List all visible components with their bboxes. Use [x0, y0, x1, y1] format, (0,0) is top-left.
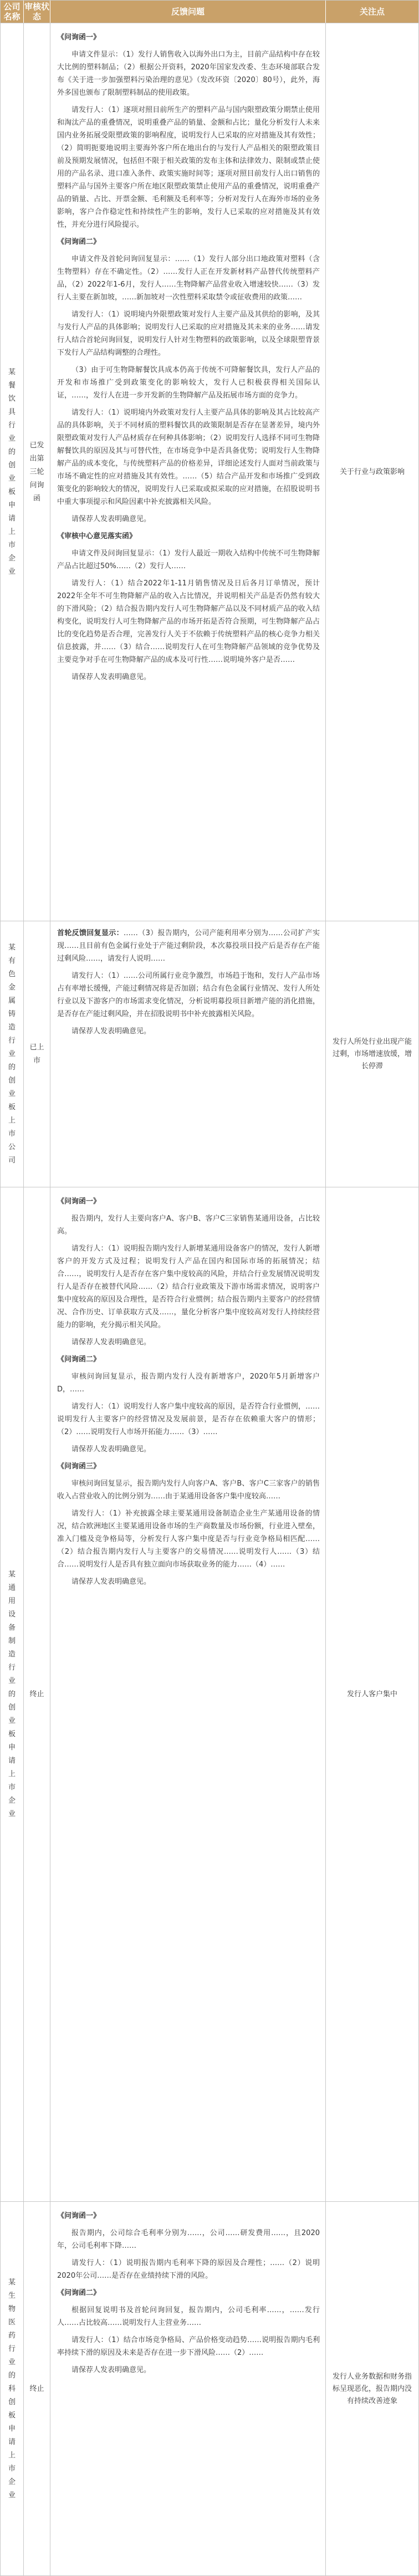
paragraph: 请发行人：（1）逐项对照目前所生产的塑料产品与国内限塑政策分期禁止使用和淘汰产品的重叠情况，说明重叠产品的销量、金额和占比；量化分析发行人未来国内业务拓展受限塑政策的影响程度，说明发行人已采取的应对措施及其有效性；（2）简明扼要地说明主要海外客户所在地出台的与发行人产品相关的限塑政策目前及预期发展情况，包括但不限于相关政策的发布主体和法律效力、限制或禁止使用的产品名录、进口准入条件、政策实施时间等；逐项对照目前发行人出口销售的塑料产品与国外主要客户所在地区限塑政策禁止使用产品的重叠情况，说明重叠产品的销量、占比、开票金额、毛利额及毛利率等；分析对发行人在海外市场的业务影响，客户合作稳定性和持续性产生的影响，发行人已采取的应对措施及其有效性，并充分进行风险提示。 — [57, 106, 320, 229]
table-header — [1, 1, 418, 23]
focus-point: 发行人所处行业出现产能过剩，市场增速放缓，增长停滞 — [332, 1037, 412, 1070]
section-title: 《问询函三》 — [57, 1462, 101, 1471]
table-row — [1, 23, 418, 921]
paragraph: 请发行人：（1）补充披露全球主要某通用设备制造企业生产某通用设备的情况，结合欧洲地区主要某通用设备市场的生产商数量及市场份额，行业进入壁垒，准入门槛及竞争格局等，分析发行人客户集中度是否与行业竞争格局相匹配……（2）结合报告期内发行人与主要客户的交易情况……说明发行人……（3）结合……说明发行人是否具有独立面向市场获取业务的能力……（4）…… — [57, 1509, 320, 1569]
paragraph: 请保荐人发表明确意见。 — [71, 1578, 151, 1586]
header-focus: 关注点 — [359, 7, 385, 17]
paragraph: 请保荐人发表明确意见。 — [71, 673, 151, 681]
table-row — [1, 2201, 418, 2576]
review-status: 终止 — [24, 2202, 50, 2576]
section-title: 《问询函二》 — [57, 1355, 101, 1364]
paragraph: 请保荐人发表明确意见。 — [71, 1338, 151, 1346]
paragraph: 请发行人：（1）……公司所属行业竞争激烈，市场趋于饱和，发行人产品市场占有率增长缓慢，产能过剩情况将是否加剧；结合有色金属行业情况、发行人所处行业以及下游客户的市场需求变化情况，分析说明募投项目新增产能的消化措施，是否存在产能过剩风险，并在招股说明书中补充披露相关风险。 — [57, 972, 320, 1018]
feedback-cell — [50, 921, 326, 1187]
paragraph: 请发行人：（1）结合2022年1-11月销售情况及日后各月订单情况，预计2022年全年不可生物降解产品的收入占比情况，并说明相关产品是否仍然有较大的下滑风险；（2）结合报告期内发行人可生物降解产品以及不同材质产品的收入结构变化，说明发行人可生物降解产品的市场开拓是否符合预期，可生物降解产品占比的变化趋势是否合理，完善发行人关于不依赖于传统塑料产品的核心竞争力相关信息披露，并……（3）结合……说明发行人在可生物降解产品领域的竞争优势及主要竞争对手在可生物降解产品的成本及可行性……说明境外客户是否…… — [57, 579, 320, 664]
paragraph: 请保荐人发表明确意见。 — [71, 1027, 151, 1035]
paragraph — [57, 927, 320, 965]
paragraph: 请保荐人发表明确意见。 — [71, 515, 151, 523]
paragraph: （3）由于可生物降解餐饮具成本仍高于传统不可降解餐饮具，发行人产品的开发和市场推广受到政策变化的影响较大，发行人已积极获得相关国际认证，……，发行人在进一步开发新的生物降解产品及拓展市场方面的竞争力。 — [57, 366, 320, 400]
company-name: 某有色金属铸造行业的创业板上市公司 — [1, 921, 24, 1187]
paragraph: 申请文件及问询回复显示：（1）发行人最近一期收入结构中传统不可生物降解产品占比超过50%……（2）发行人…… — [57, 549, 320, 570]
feedback-cell — [50, 23, 326, 921]
section-title: 《问询函一》 — [57, 1197, 101, 1206]
focus-point: 发行人业务数据和财务指标呈现恶化，报告期内没有持续改善迹象 — [332, 2372, 412, 2405]
paragraph-text: ……（3）报告期内，公司产能利用率分别为……公司扩产实现……且目前有色金属行业处于产能过剩阶段，本次募投项目投产后是否存在产能过剩风险……，请发行人说明…… — [57, 929, 320, 963]
section-title: 《问询函一》 — [57, 33, 101, 42]
paragraph: 报告期内，发行人主要向客户A、客户B、客户C三家销售某通用设备，占比较高。 — [57, 1215, 320, 1236]
section-title: 《审核中心意见落实函》 — [57, 532, 137, 540]
paragraph: 请保荐人发表明确意见。 — [71, 2366, 151, 2374]
feedback-cell — [50, 1187, 326, 2201]
focus-point: 关于行业与政策影响 — [339, 467, 405, 476]
review-status: 已上市 — [24, 921, 50, 1187]
table-row — [1, 921, 418, 1187]
table-row — [1, 1187, 418, 2201]
header-company: 公司名称 — [1, 1, 24, 23]
paragraph: 申请文件显示：（1）发行人销售收入以海外出口为主，目前产品结构中存在较大比例的塑料制品；（2）根据公开资料，2020年国家发改委、生态环境部联合发布《关于进一步加强塑料污染治理的意见》（发改环资〔2020〕80号），此外，海外多国也颁布了限制塑料制品的使用政策。 — [57, 50, 320, 97]
paragraph: 请保荐人发表明确意见。 — [71, 1445, 151, 1453]
section-title: 首轮反馈回复显示： — [57, 929, 124, 937]
header-feedback: 反馈问题 — [50, 1, 326, 23]
paragraph: 请发行人：（1）说明报告期内发行人新增某通用设备客户的情况，发行人新增客户的开发方式及过程；说明发行人产品在国内和国际市场的拓展情况；结合……，说明发行人是否存在客户集中度较高的风险，并结合行业发展情况说明发行人是否存在被替代风险……（2）结合行业政策及下游市场需求情况，说明客户集中度较高的原因及合理性，是否符合行业惯例；结合报告期内主要客户的经营情况、合作历史、订单获取方式及……，量化分析客户集中度较高对发行人持续经营能力的影响，充分揭示相关风险。 — [57, 1244, 320, 1329]
paragraph: 报告期内，公司综合毛利率分别为……，公司……研发费用……，且2020年，公司毛利率下降…… — [57, 2229, 320, 2250]
section-title: 《问询函一》 — [57, 2212, 101, 2220]
review-status: 已发出第三轮问询函 — [24, 23, 50, 921]
paragraph: 请发行人：（1）说明境内外政策对发行人主要产品具体的影响及其占比较高产品的具体影响，关于不同材质的塑料餐饮具的政策限制是否存在显著差异，境内外限塑政策对发行人产品材质存在何种具体影响；（2）说明发行人选择不同可生物降解餐饮具的原因及其与可替代性，在市场竞争中是否具备优势；说明发行人生物降解产品的成本变化，与传统塑料产品的价格差异，详细论述发行人面对当前政策与市场不确定性的应对措施及其有效性。……（5）结合产品开发和市场推广受到政策变化的影响较大的情况，说明发行人已采取或拟采取的应对措施，在招股说明书中重大事项提示和风险因素中补充披露相关风险。 — [57, 409, 320, 506]
company-name: 某餐饮具行业的创业板申请上市企业 — [1, 23, 24, 921]
feedback-cell — [50, 2202, 326, 2576]
paragraph: 请发行人：（1）说明发行人客户集中度较高的原因，是否符合行业惯例，……说明发行人主要客户的经营情况及发展前景，是否存在依赖重大客户的情形；（2）……说明发行人市场开拓能力……（3）…… — [57, 1402, 320, 1436]
section-title: 《问询函二》 — [57, 2289, 101, 2297]
paragraph: 根据回复说明书及首轮问询回复，报告期内，公司毛利率……，……发行人……占比较高……说明发行人主营业务…… — [57, 2306, 320, 2327]
paragraph: 请发行人：（1）说明境内外限塑政策对发行人主要产品及其供给的影响，及其与发行人产品的具体影响；说明发行人已采取的应对措施及其未来的业务……请发行人结合首轮问询回复，说明发行人针对生物塑料的政策影响，以及全球限塑背景下发行人产品结构调整的合理性。 — [57, 310, 320, 357]
company-name: 某生物医药行业的科创板申请上市企业 — [1, 2202, 24, 2576]
paragraph: 审核问询回复显示，报告期内发行人没有新增客户，2020年5月新增客户D，…… — [57, 1373, 320, 1394]
review-status: 终止 — [24, 1187, 50, 2201]
header-status: 审核状态 — [24, 2, 49, 22]
focus-point: 发行人客户集中 — [346, 1690, 397, 1698]
company-name: 某通用设备制造行业的创业板申请上市企业 — [1, 1187, 24, 2201]
paragraph: 请发行人：（1）结合市场竞争格局、产品价格变动趋势……说明报告期内毛利率持续下滑的原因及未来是否存在进一步下滑风险……（2）…… — [57, 2336, 320, 2357]
paragraph: 申请文件及首轮问询回复显示：……（1）发行人部分出口地政策对塑料（含生物塑料）存在不确定性。（2）……发行人正在开发新材料产品替代传统塑料产品，（2）2022年1-6月，发行人……生物降解产品营业收入增速较快……（3）发行人主要在新加坡，……新加坡对一次性塑料采取禁令或征收费用的政策…… — [57, 255, 320, 302]
paragraph: 审核问询回复显示，报告期内发行人向客户A、客户B、客户C三家客户的销售收入占营业收入的比例分别为……由于某通用设备客户集中度较高…… — [57, 1480, 320, 1501]
paragraph: 请发行人：（1）说明报告期内毛利率下降的原因及合理性；……（2）说明2020年公司……是否存在业绩持续下滑的风险。 — [57, 2259, 320, 2280]
section-title: 《问询函二》 — [57, 238, 101, 246]
